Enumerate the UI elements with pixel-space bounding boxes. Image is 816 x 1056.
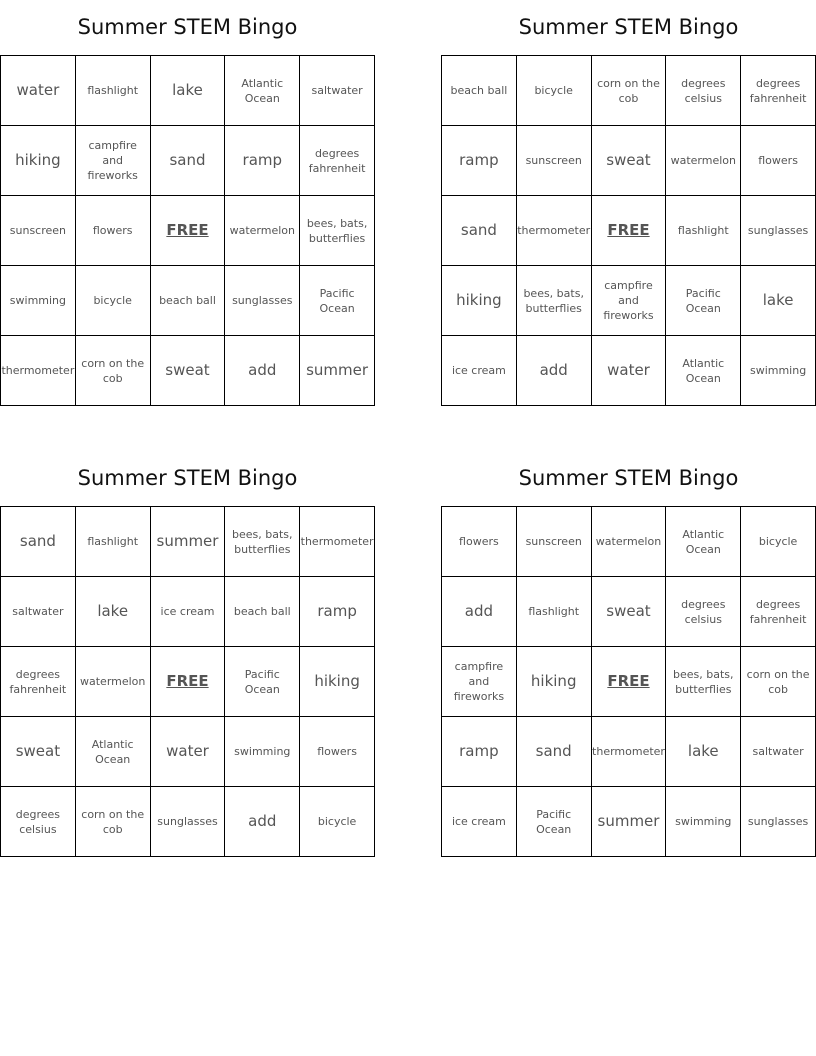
bingo-cell: beach ball [225,577,300,647]
bingo-cell: sunscreen [517,126,592,196]
bingo-cell: sweat [1,717,76,787]
bingo-cell: summer [300,336,375,406]
bingo-cell: Pacific Ocean [666,266,741,336]
bingo-cell: degrees fahrenheit [741,56,816,126]
bingo-cell: add [517,336,592,406]
bingo-cell: lake [741,266,816,336]
bingo-cell: thermometer [517,196,592,266]
bingo-cell: beach ball [151,266,226,336]
bingo-cell: thermometer [1,336,76,406]
bingo-cell: water [151,717,226,787]
bingo-cell: Pacific Ocean [225,647,300,717]
bingo-cell: sand [1,507,76,577]
bingo-cell: corn on the cob [592,56,667,126]
bingo-cell: hiking [517,647,592,717]
bingo-cell: add [442,577,517,647]
bingo-cell: sand [151,126,226,196]
bingo-cell: watermelon [225,196,300,266]
bingo-cell: sand [442,196,517,266]
bingo-cell: ramp [300,577,375,647]
bingo-cell: bees, bats, butterflies [225,507,300,577]
bingo-cell: water [592,336,667,406]
bingo-cell: Pacific Ocean [517,787,592,857]
bingo-cell: ice cream [442,787,517,857]
bingo-cell: Atlantic Ocean [666,507,741,577]
bingo-cell: watermelon [76,647,151,717]
bingo-cell: bicycle [741,507,816,577]
bingo-cell: flowers [300,717,375,787]
bingo-cell: bicycle [76,266,151,336]
bingo-card-2 [441,0,816,406]
bingo-cell: add [225,336,300,406]
free-space: FREE [592,196,667,266]
bingo-cell: corn on the cob [741,647,816,717]
bingo-cell: swimming [225,717,300,787]
bingo-cell: swimming [666,787,741,857]
bingo-cell: thermometer [592,717,667,787]
bingo-cell: sand [517,717,592,787]
bingo-cell: hiking [300,647,375,717]
bingo-cell: water [1,56,76,126]
bingo-cell: campfire and fireworks [442,647,517,717]
bingo-cell: ramp [225,126,300,196]
bingo-cell: add [225,787,300,857]
bingo-cell: flowers [76,196,151,266]
bingo-cell: hiking [442,266,517,336]
bingo-grid [0,506,375,857]
free-space: FREE [592,647,667,717]
bingo-cell: saltwater [1,577,76,647]
bingo-cell: ramp [442,717,517,787]
bingo-cell: sunglasses [225,266,300,336]
bingo-cell: sunscreen [517,507,592,577]
bingo-cell: campfire and fireworks [76,126,151,196]
bingo-cell: Atlantic Ocean [666,336,741,406]
bingo-grid [0,55,375,406]
bingo-cell: lake [151,56,226,126]
bingo-card-3 [0,451,375,857]
bingo-cell: bicycle [517,56,592,126]
bingo-cell: sweat [592,577,667,647]
bingo-cell: degrees fahrenheit [1,647,76,717]
bingo-card-4 [441,451,816,857]
bingo-cell: bees, bats, butterflies [666,647,741,717]
bingo-cell: corn on the cob [76,787,151,857]
bingo-cell: degrees celsius [666,56,741,126]
bingo-cell: watermelon [666,126,741,196]
bingo-cell: ice cream [151,577,226,647]
bingo-cell: flashlight [517,577,592,647]
bingo-cell: bees, bats, butterflies [300,196,375,266]
bingo-cell: saltwater [741,717,816,787]
bingo-cell: degrees fahrenheit [741,577,816,647]
card-title: Summer STEM Bingo [518,466,739,490]
bingo-cell: swimming [1,266,76,336]
bingo-cell: degrees fahrenheit [300,126,375,196]
bingo-cell: lake [666,717,741,787]
bingo-cell: Atlantic Ocean [76,717,151,787]
bingo-cell: sweat [151,336,226,406]
bingo-cell: sunglasses [151,787,226,857]
bingo-cell: Atlantic Ocean [225,56,300,126]
bingo-cell: hiking [1,126,76,196]
bingo-cell: bicycle [300,787,375,857]
bingo-cell: sunglasses [741,196,816,266]
bingo-grid [441,506,816,857]
free-space: FREE [151,196,226,266]
bingo-cell: ramp [442,126,517,196]
card-title: Summer STEM Bingo [77,15,298,39]
card-title: Summer STEM Bingo [518,15,739,39]
bingo-cell: swimming [741,336,816,406]
free-space: FREE [151,647,226,717]
bingo-cell: flashlight [76,56,151,126]
bingo-cell: degrees celsius [666,577,741,647]
card-title: Summer STEM Bingo [77,466,298,490]
bingo-cell: ice cream [442,336,517,406]
bingo-cell: saltwater [300,56,375,126]
bingo-cell: thermometer [300,507,375,577]
bingo-cell: campfire and fireworks [592,266,667,336]
bingo-cell: Pacific Ocean [300,266,375,336]
bingo-card-1 [0,0,375,406]
bingo-cell: bees, bats, butterflies [517,266,592,336]
bingo-cell: beach ball [442,56,517,126]
bingo-cell: summer [592,787,667,857]
bingo-cell: summer [151,507,226,577]
bingo-cell: flowers [741,126,816,196]
bingo-cell: degrees celsius [1,787,76,857]
bingo-cell: sweat [592,126,667,196]
bingo-cell: flashlight [666,196,741,266]
bingo-cell: sunscreen [1,196,76,266]
bingo-cell: corn on the cob [76,336,151,406]
bingo-cell: flashlight [76,507,151,577]
bingo-grid [441,55,816,406]
bingo-cell: lake [76,577,151,647]
bingo-cell: watermelon [592,507,667,577]
bingo-cell: flowers [442,507,517,577]
bingo-cell: sunglasses [741,787,816,857]
